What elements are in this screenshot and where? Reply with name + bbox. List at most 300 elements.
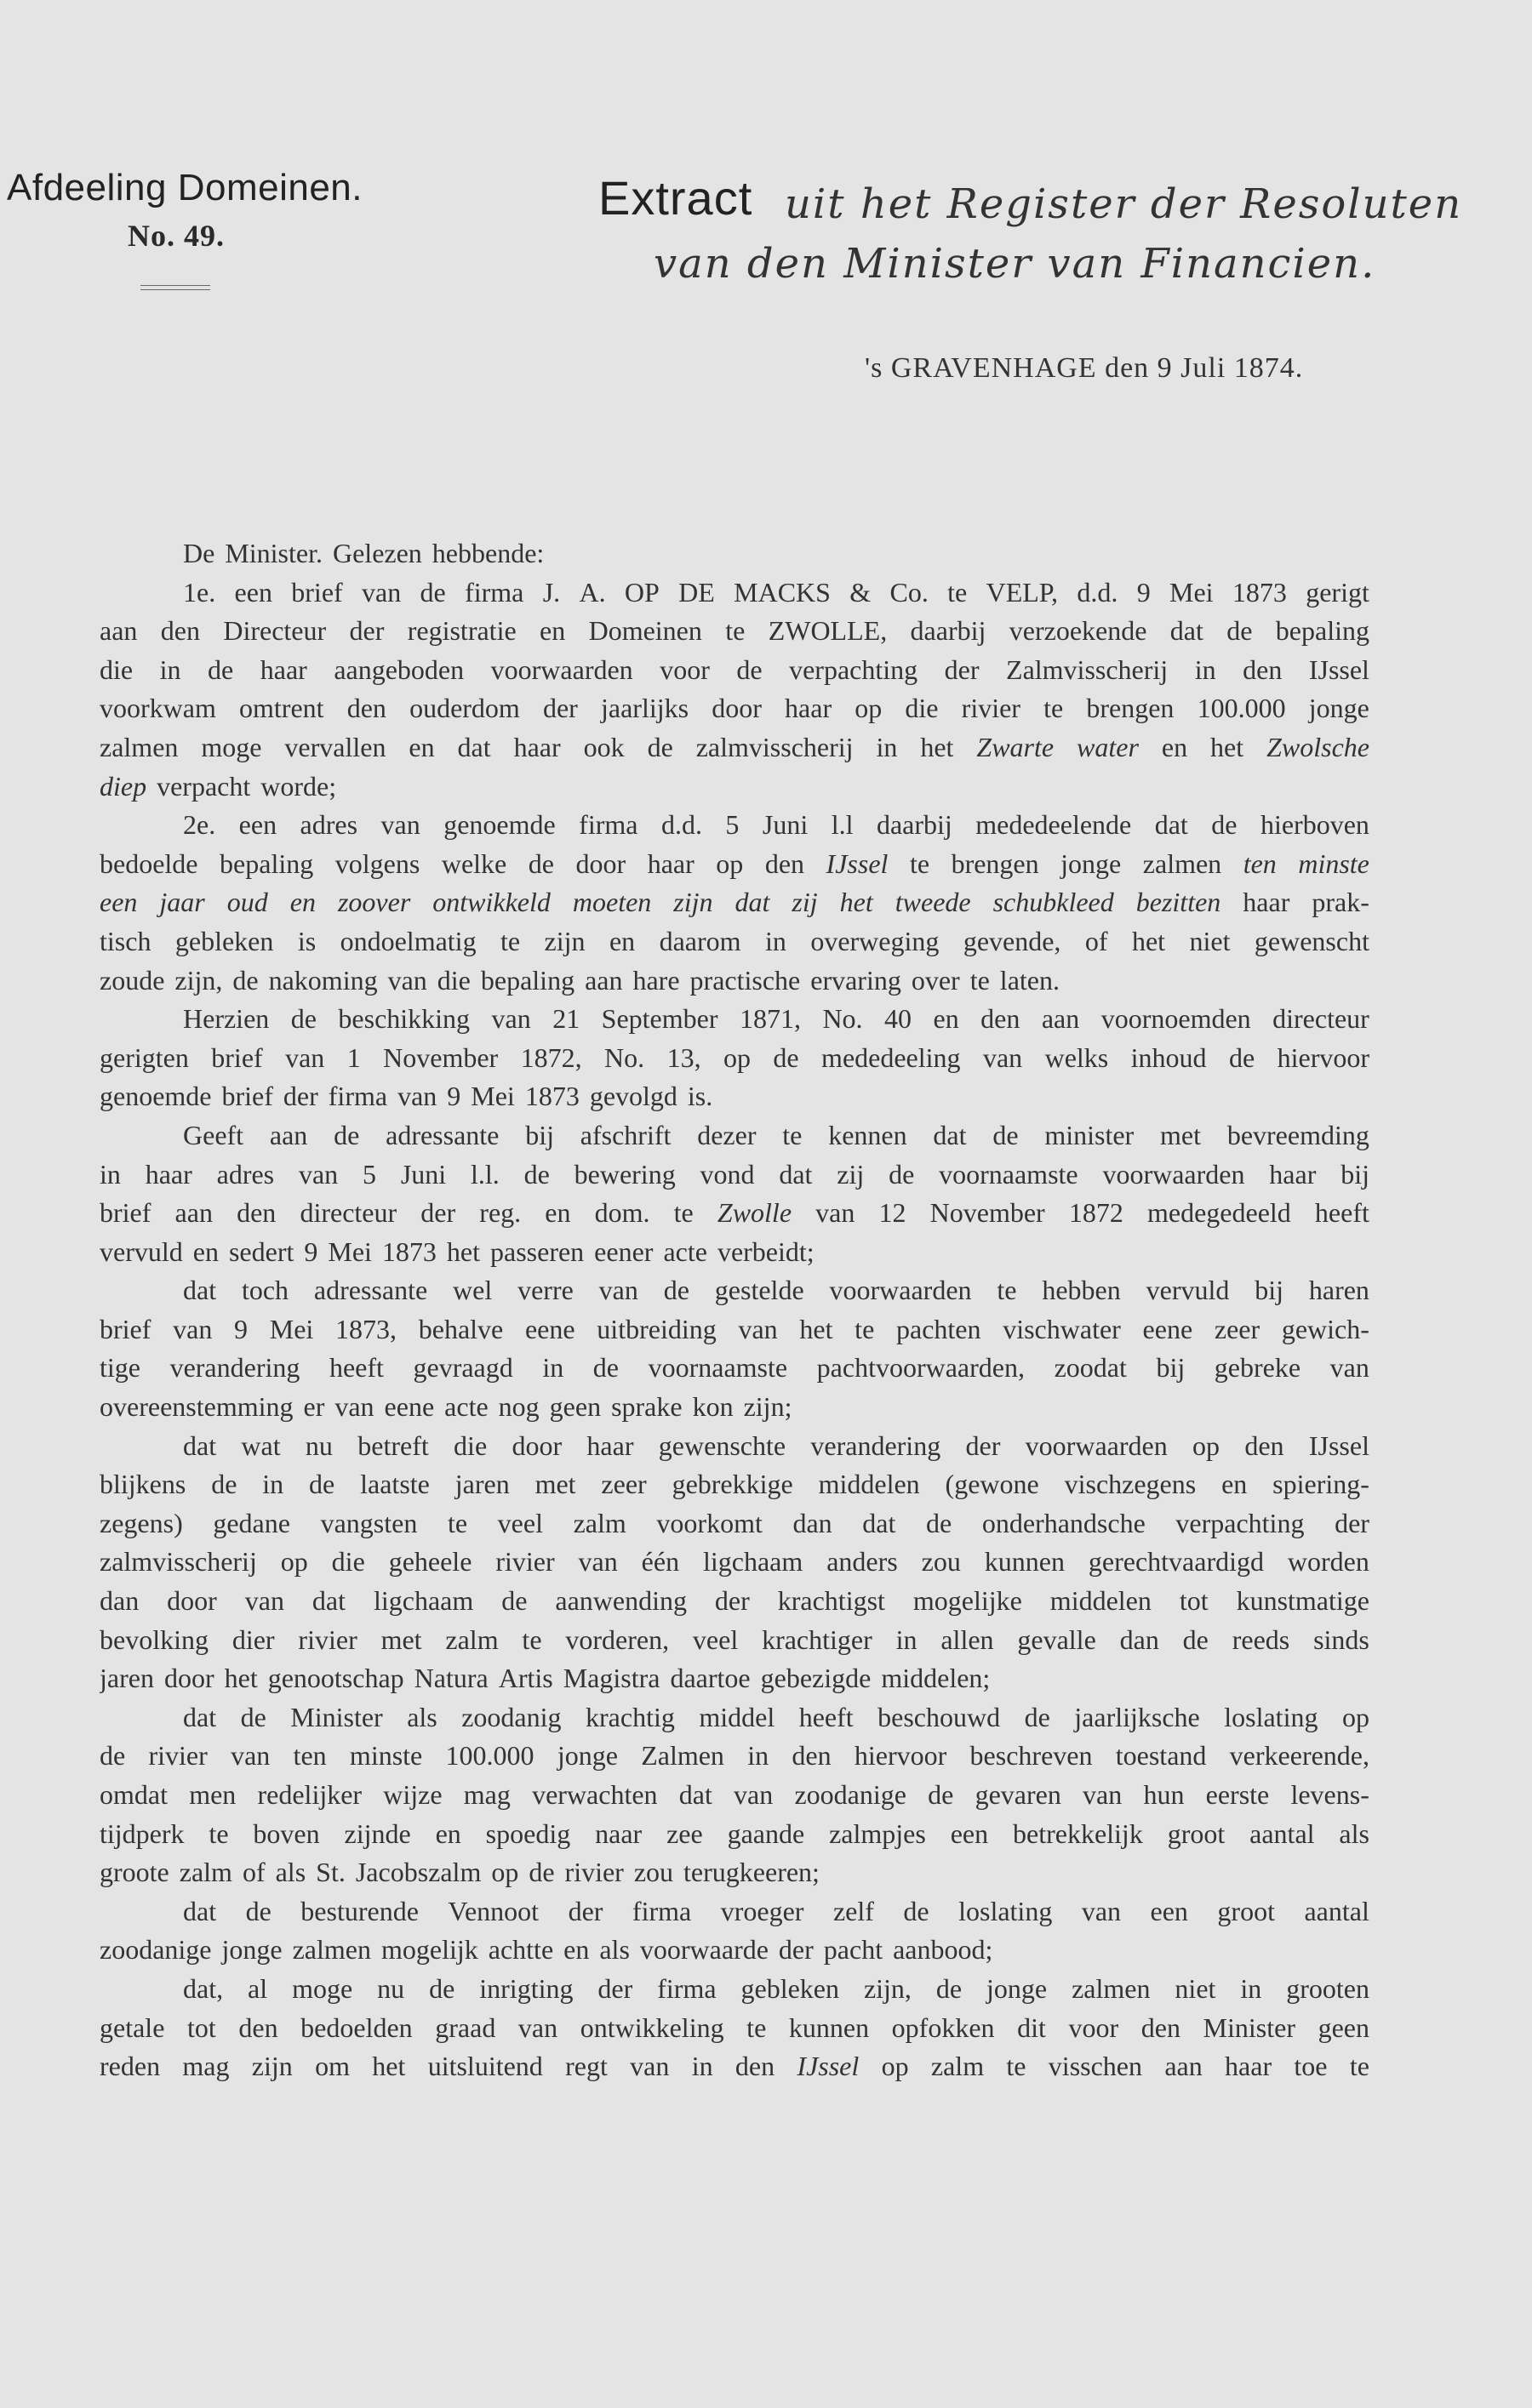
text-line — [100, 2047, 1369, 2086]
word: eerste — [1205, 1779, 1270, 1810]
word: gestelde — [714, 1275, 804, 1306]
word: Geeft — [183, 1119, 244, 1150]
word: de — [592, 1352, 619, 1384]
dateline: 's GRAVENHAGE den 9 Juli 1874. — [865, 352, 1304, 384]
word: aantal — [1304, 1895, 1369, 1926]
word: op — [1341, 1701, 1369, 1732]
word: voor — [1068, 2011, 1119, 2043]
word: brief — [100, 1197, 151, 1229]
word: reg. — [479, 1197, 522, 1229]
word: jaar — [159, 887, 205, 918]
word: dat — [183, 1701, 217, 1732]
word: brief — [291, 576, 343, 608]
word: tige — [100, 1352, 140, 1384]
word: in — [100, 1158, 121, 1190]
word: beschouwd — [877, 1701, 1001, 1732]
word: van — [334, 1391, 374, 1423]
word: tot — [1179, 1585, 1209, 1617]
resolution-body — [100, 534, 1369, 2086]
word: opfokken — [891, 2011, 995, 2043]
word: inrigting — [479, 1972, 574, 2004]
word: geen — [1318, 2011, 1369, 2043]
word: Mei — [1169, 576, 1214, 608]
word: verpachting — [1175, 1507, 1305, 1538]
word: te — [1043, 693, 1064, 724]
word: zijn — [673, 887, 713, 918]
word: te — [209, 1817, 229, 1849]
word: uitbreiding — [597, 1313, 717, 1344]
word: behalve — [418, 1313, 504, 1344]
text-line — [100, 1892, 1369, 1932]
text-line — [100, 1465, 1369, 1504]
word: oud — [226, 887, 268, 918]
word: Mei — [328, 1235, 372, 1267]
word: bepaling — [480, 964, 575, 996]
word: spoedig — [485, 1817, 571, 1849]
word: door — [163, 1663, 214, 1694]
word: van — [630, 2051, 670, 2082]
word: practische — [689, 964, 801, 996]
text-line — [100, 1504, 1369, 1544]
word: 1873 — [381, 1235, 437, 1267]
word: Juni — [400, 1158, 447, 1190]
word: en — [1161, 731, 1188, 762]
word: middelen — [1049, 1585, 1152, 1617]
word: Vennoot — [448, 1895, 540, 1926]
word: 13, — [666, 1041, 701, 1073]
divider — [140, 285, 210, 290]
word: verpachting — [789, 653, 918, 685]
word: den — [1243, 653, 1283, 685]
word: voornoemden — [1100, 1003, 1251, 1035]
word: door — [712, 693, 762, 724]
word: brengen — [951, 847, 1039, 879]
word: aan — [100, 615, 138, 647]
word: IJssel — [1308, 653, 1369, 685]
word: hare — [632, 964, 680, 996]
word: zalmen — [1072, 1972, 1151, 2004]
word: brief — [221, 1081, 273, 1112]
word: zou — [633, 1857, 674, 1888]
word: de — [773, 1041, 799, 1073]
word: jonge — [986, 1972, 1048, 2004]
word: nu — [305, 1429, 333, 1461]
word: aan — [174, 1197, 213, 1229]
text-line — [100, 1388, 1369, 1427]
word: 40 — [884, 1003, 912, 1035]
word: vorderen, — [565, 1623, 670, 1655]
word: 5 — [362, 1158, 376, 1190]
word: IJssel — [797, 2051, 860, 2082]
word: hebbende: — [432, 538, 545, 568]
word: kon — [692, 1391, 734, 1423]
word: van — [362, 576, 402, 608]
word: pacht — [823, 1934, 883, 1966]
word: zij — [792, 887, 818, 918]
word: rivier — [495, 1546, 555, 1578]
word: van — [173, 1313, 213, 1344]
word: met — [534, 1469, 576, 1500]
title-register: uit het Register der Resoluten — [785, 180, 1463, 228]
word: te — [909, 847, 930, 879]
text-line — [100, 883, 1369, 922]
word: dat — [183, 1275, 217, 1306]
word: zalmpjes — [829, 1817, 926, 1849]
word: het — [224, 1663, 258, 1694]
word: de — [245, 1895, 272, 1926]
word: te — [969, 964, 990, 996]
word: en — [540, 615, 566, 647]
word: dan — [100, 1585, 140, 1617]
word: daarom — [659, 925, 741, 956]
word: der — [597, 1972, 633, 2004]
word: dat — [457, 731, 491, 762]
word: Zwarte — [976, 731, 1055, 762]
word: Domeinen — [588, 615, 702, 647]
word: overweging — [810, 925, 940, 956]
word: mag — [463, 1779, 511, 1810]
word: den — [764, 847, 805, 879]
word: en — [933, 1003, 959, 1035]
word: de — [240, 1701, 266, 1732]
text-line — [100, 1427, 1369, 1466]
word: haar — [586, 1429, 634, 1461]
word: gebleken — [174, 925, 274, 956]
word: heeft — [798, 1701, 854, 1732]
word: Directeur — [223, 615, 327, 647]
word: haar — [260, 653, 307, 685]
word: bij — [1340, 1158, 1369, 1190]
word: op — [855, 693, 883, 724]
word: aan — [269, 1119, 308, 1150]
word: haar — [1269, 1158, 1317, 1190]
word: te — [1006, 2051, 1026, 2082]
word: 9 — [447, 1081, 461, 1112]
word: middelen — [818, 1469, 920, 1500]
word: 21 — [552, 1003, 580, 1035]
word: minste — [1298, 847, 1369, 879]
word: November — [383, 1041, 499, 1073]
word: de — [232, 964, 259, 996]
word: de — [208, 653, 234, 685]
word: hiervoor — [854, 1740, 947, 1772]
word: gevolgd — [589, 1081, 677, 1112]
word: als — [275, 1857, 306, 1888]
word: Magistra — [563, 1663, 660, 1694]
word: kunnen — [984, 1546, 1065, 1578]
word: 100.000 — [1197, 693, 1286, 724]
word: jonge — [557, 1740, 618, 1772]
word: bij — [1255, 1275, 1283, 1306]
word: in — [764, 925, 786, 956]
word: de — [523, 1158, 550, 1190]
word: van — [734, 1779, 774, 1810]
word: daarbij — [910, 615, 986, 647]
word: der — [568, 1895, 603, 1926]
word: te — [725, 615, 746, 647]
word: firma — [579, 809, 638, 841]
word: mededeeling — [821, 1041, 961, 1073]
word: Zwolsche — [1266, 731, 1369, 762]
word: ligchaam — [702, 1546, 803, 1578]
word: dat — [1154, 809, 1188, 841]
word: te — [500, 925, 521, 956]
word: de — [903, 1895, 929, 1926]
word: in — [691, 2051, 713, 2082]
text-line — [100, 1931, 1369, 1970]
word: prak- — [1312, 887, 1369, 918]
word: verandering — [810, 1429, 941, 1461]
word: den — [735, 2051, 775, 2082]
word: heeft — [329, 1352, 384, 1384]
word: in — [262, 1469, 284, 1500]
word: naar — [595, 1817, 643, 1849]
word: van — [387, 964, 427, 996]
text-line — [100, 1853, 1369, 1892]
text-line — [100, 961, 1369, 1001]
text-line — [100, 806, 1369, 845]
word: voorwaarden — [490, 653, 633, 685]
word: blijkens — [100, 1469, 186, 1500]
word: zijn; — [743, 1391, 792, 1423]
word: verpacht — [157, 770, 251, 802]
word: dat — [678, 1779, 712, 1810]
word: firma — [632, 1895, 692, 1926]
word: der — [283, 1081, 318, 1112]
word: d.d. — [1077, 576, 1118, 608]
word: adres — [216, 1158, 275, 1190]
word: redelijker — [257, 1779, 363, 1810]
word: Zwolle — [717, 1197, 792, 1229]
word: haar — [647, 847, 695, 879]
word: gevalle — [1017, 1623, 1096, 1655]
word: de — [926, 1507, 952, 1538]
word: zou — [921, 1546, 961, 1578]
word: de — [528, 847, 554, 879]
word: van — [982, 1041, 1023, 1073]
word: onderhandsche — [981, 1507, 1146, 1538]
word: genoemde — [100, 1081, 212, 1112]
word: 9 — [1136, 576, 1151, 608]
word: een — [950, 1817, 989, 1849]
document-number: No. 49. — [128, 219, 225, 253]
word: de — [334, 1119, 360, 1150]
word: aanwending — [555, 1585, 687, 1617]
word: zegens) — [100, 1507, 183, 1538]
word: firma — [657, 1972, 717, 2004]
word: de — [663, 1275, 689, 1306]
text-line — [100, 1310, 1369, 1350]
word: de — [935, 1972, 963, 2004]
text-line — [100, 1271, 1369, 1310]
word: in — [1194, 653, 1216, 685]
word: gaande — [727, 1817, 805, 1849]
word: gebrekkige — [672, 1469, 793, 1500]
word: gewich- — [1281, 1313, 1369, 1344]
word: zijn — [544, 925, 586, 956]
word: hun — [1143, 1779, 1185, 1810]
text-line — [100, 1970, 1369, 2009]
word: mag — [182, 2051, 230, 2082]
word: aan — [1041, 1003, 1080, 1035]
word: laatste — [360, 1469, 430, 1500]
word: der — [965, 1429, 1001, 1461]
word: dit — [1017, 2011, 1046, 2043]
word: zijnde — [344, 1817, 411, 1849]
word: Juni — [762, 809, 809, 841]
word: aan — [585, 964, 623, 996]
word: de — [429, 1972, 455, 2004]
word: op — [1192, 1429, 1220, 1461]
word: rivier — [961, 693, 1020, 724]
word: zijn, — [863, 1972, 912, 2004]
word: laten. — [999, 964, 1060, 996]
word: spiering- — [1272, 1469, 1369, 1500]
word: voorwaarden — [1025, 1429, 1168, 1461]
word: van — [244, 1585, 284, 1617]
word: groot — [1217, 1895, 1275, 1926]
word: zoover — [337, 887, 411, 918]
word: sinds — [1313, 1623, 1369, 1655]
word: van — [738, 1313, 778, 1344]
word: Mei — [269, 1313, 314, 1344]
word: met — [1160, 1119, 1201, 1150]
word: omtrent — [239, 693, 324, 724]
word: er — [303, 1391, 325, 1423]
word: grooten — [1286, 1972, 1369, 2004]
word: zalmvisscherij — [100, 1546, 257, 1578]
word: moge — [292, 1972, 353, 2004]
word: eene — [384, 1391, 435, 1423]
word: gerechtvaardigd — [1088, 1546, 1264, 1578]
word: te — [746, 2011, 767, 2043]
text-line — [100, 1737, 1369, 1776]
text-line — [100, 1815, 1369, 1854]
word: De — [183, 538, 215, 568]
word: voor — [660, 653, 710, 685]
word: gebleken — [740, 1972, 839, 2004]
word: is. — [687, 1081, 713, 1112]
word: die — [454, 1429, 488, 1461]
text-line — [100, 845, 1369, 884]
word: anders — [826, 1546, 898, 1578]
word: welke — [441, 847, 507, 879]
word: minste — [349, 1740, 423, 1772]
word: geen — [549, 1391, 602, 1423]
word: de — [290, 1003, 317, 1035]
word: en — [1221, 1469, 1248, 1500]
word: ten — [293, 1740, 327, 1772]
word: of — [1084, 925, 1108, 956]
word: sprake — [611, 1391, 683, 1423]
word: krachtiger — [762, 1623, 872, 1655]
word: van — [517, 2011, 558, 2043]
word: haar — [145, 1158, 192, 1190]
word: het — [920, 731, 954, 762]
word: dat — [1169, 615, 1203, 647]
word: (gewone — [945, 1469, 1039, 1500]
word: en — [563, 1934, 590, 1966]
word: firma — [465, 576, 524, 608]
word: Gelezen — [332, 538, 422, 568]
word: nog — [498, 1391, 540, 1423]
word: ook — [583, 731, 625, 762]
word: nu — [377, 1972, 405, 2004]
word: met — [380, 1623, 422, 1655]
word: tot — [186, 2011, 216, 2043]
word: nakoming — [268, 964, 378, 996]
word: jaarlijks — [600, 693, 689, 724]
word: minister — [1044, 1119, 1135, 1150]
word: adressante — [313, 1275, 428, 1306]
word: loslating — [958, 1895, 1053, 1926]
word: door — [575, 847, 626, 879]
word: ouderdom — [409, 693, 520, 724]
word: l.l. — [470, 1158, 500, 1190]
word: veel — [497, 1507, 543, 1538]
word: gevraagd — [413, 1352, 513, 1384]
word: No. — [822, 1003, 863, 1035]
text-line — [100, 1582, 1369, 1621]
word: zijn, — [174, 964, 223, 996]
word: vervuld — [1146, 1275, 1230, 1306]
word: passeren — [490, 1235, 585, 1267]
word: water — [1077, 731, 1139, 762]
word: te — [1349, 2051, 1369, 2082]
word: welks — [1044, 1041, 1109, 1073]
word: IJssel — [826, 847, 889, 879]
word: OP — [624, 576, 660, 608]
word: kennen — [828, 1119, 907, 1150]
word: zoude — [100, 964, 165, 996]
word: genootschap — [267, 1663, 404, 1694]
word: een — [100, 887, 138, 918]
word: en — [192, 1235, 219, 1267]
word: dat — [183, 1429, 217, 1461]
word: bij — [1156, 1352, 1186, 1384]
word: reeds — [1232, 1623, 1290, 1655]
word: beschreven — [969, 1740, 1093, 1772]
word: levens- — [1290, 1779, 1369, 1810]
word: van — [598, 1275, 638, 1306]
word: inhoud — [1130, 1041, 1207, 1073]
word: dan — [1119, 1623, 1159, 1655]
word: een — [1150, 1895, 1188, 1926]
word: allen — [940, 1623, 994, 1655]
word: adressante — [386, 1119, 500, 1150]
word: ontwikkeld — [432, 887, 551, 918]
word: kunnen — [788, 2011, 870, 2043]
word: het — [799, 1313, 833, 1344]
word: de — [309, 1469, 335, 1500]
text-line — [100, 612, 1369, 651]
word: vischwater — [1003, 1313, 1121, 1344]
word: dat — [933, 1119, 967, 1150]
word: al — [248, 1972, 268, 2004]
word: den — [1140, 2011, 1180, 2043]
word: Artis — [498, 1663, 553, 1694]
word: haar — [785, 693, 832, 724]
word: schubkleed — [992, 887, 1114, 918]
word: de — [1024, 1701, 1050, 1732]
word: 9 — [304, 1235, 318, 1267]
word: van — [1083, 1779, 1123, 1810]
word: achtte — [488, 1934, 554, 1966]
word: die — [905, 693, 939, 724]
word: rivier — [564, 1857, 624, 1888]
word: dezer — [697, 1119, 757, 1150]
word: de — [211, 1469, 237, 1500]
